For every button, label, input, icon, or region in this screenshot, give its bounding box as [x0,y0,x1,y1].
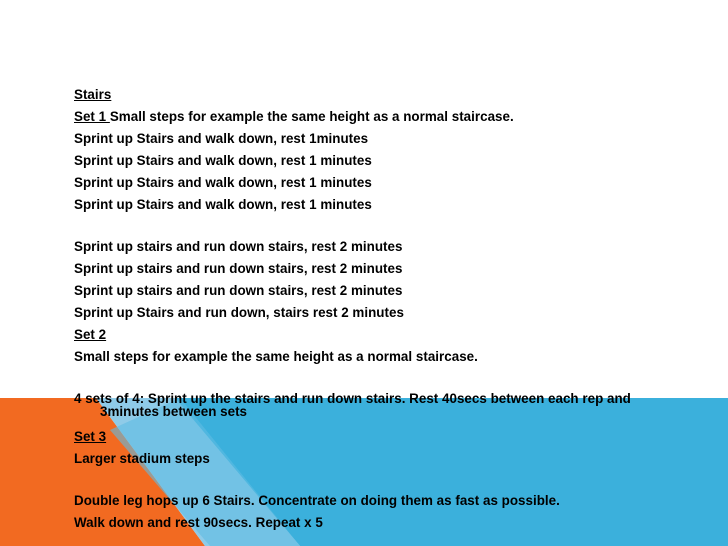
stairs-heading [74,87,111,103]
set1-rep1: Sprint up Stairs and walk down, rest 1minutes [74,131,369,146]
stairs-heading-text: Stairs [74,87,112,102]
set2-sets: 4 sets of 4: Sprint up the stairs and run down stairs. Rest 40secs between each rep and 3minutes between sets [74,391,631,419]
set3-hops: Double leg hops up 6 Stairs. Concentrate on doing them as fast as possible. [74,493,560,508]
set1-run1: Sprint up stairs and run down stairs, rest 2 minutes [74,239,403,254]
set1-run2: Sprint up stairs and run down stairs, rest 2 minutes [74,261,403,276]
set1-label: Set 1 [74,109,110,124]
set2-heading [74,327,106,343]
set2-desc: Small steps for example the same height as a normal staircase. [74,349,478,364]
set2-heading-text: Set 2 [74,327,107,342]
set1-line [74,109,514,125]
set1-run3: Sprint up stairs and run down stairs, rest 2 minutes [74,283,403,298]
set1-description: Small steps for example the same height as a normal staircase. [109,109,514,124]
set3-desc: Larger stadium steps [74,451,210,466]
set3-heading-text: Set 3 [74,429,107,444]
set1-rep3: Sprint up Stairs and walk down, rest 1 minutes [74,175,372,190]
set3-heading [74,429,106,445]
set1-run4: Sprint up Stairs and run down, stairs rest 2 minutes [74,305,404,320]
set1-rep4: Sprint up Stairs and walk down, rest 1 minutes [74,197,372,212]
set3-walk: Walk down and rest 90secs. Repeat x 5 [74,515,323,530]
set1-rep2: Sprint up Stairs and walk down, rest 1 minutes [74,153,372,168]
